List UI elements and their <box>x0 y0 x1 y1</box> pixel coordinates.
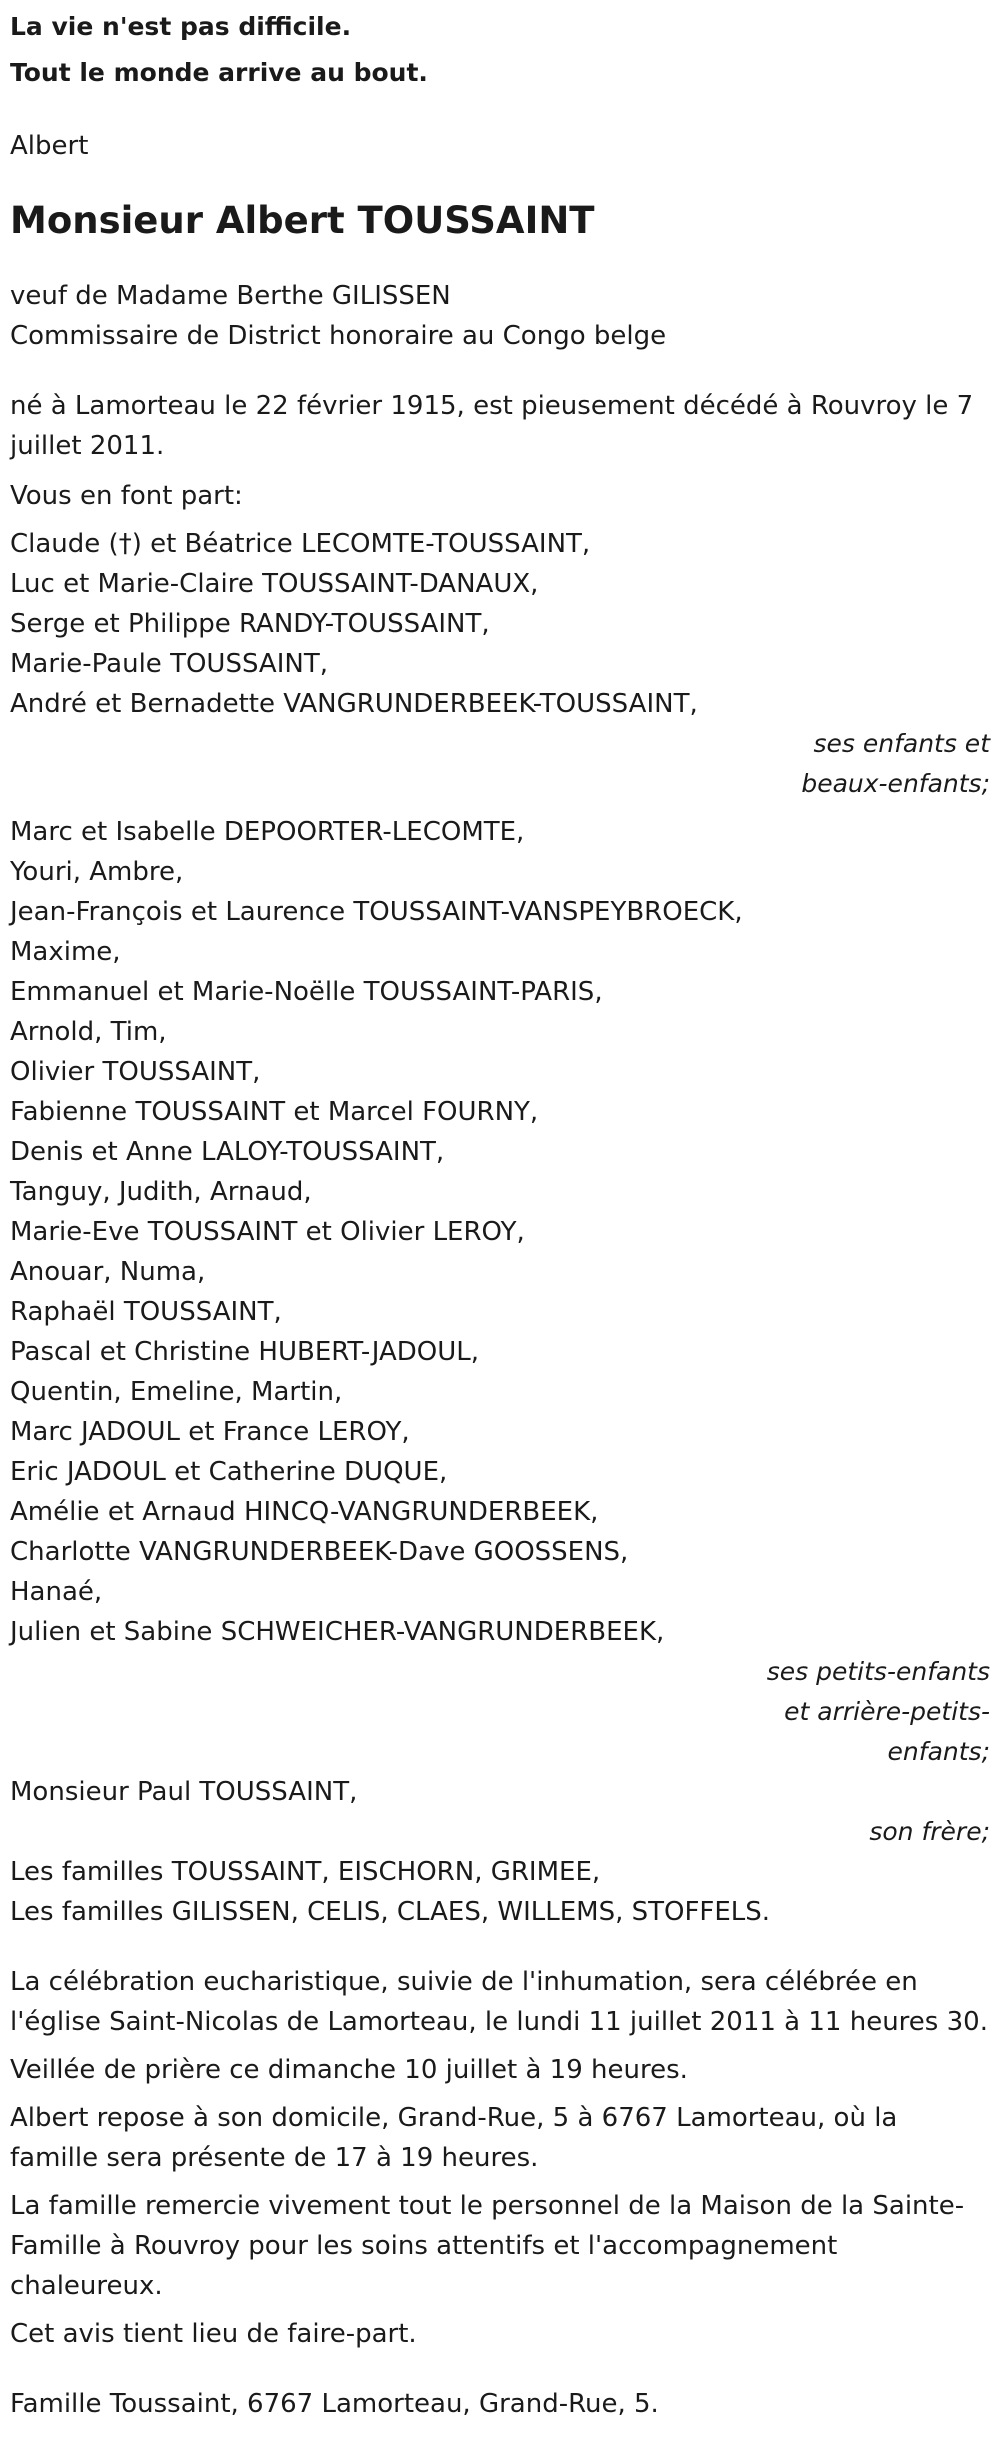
list-item: Marie-Eve TOUSSAINT et Olivier LEROY, <box>10 1217 525 1247</box>
list-item: Emmanuel et Marie-Noëlle TOUSSAINT-PARIS, <box>10 977 603 1007</box>
grandchildren-role <box>10 1652 990 1772</box>
thanks-line: chaleureux. <box>10 2271 163 2301</box>
list-item: Raphaël TOUSSAINT, <box>10 1297 282 1327</box>
brother-line: Monsieur Paul TOUSSAINT, <box>10 1777 358 1807</box>
list-item: Olivier TOUSSAINT, <box>10 1057 261 1087</box>
rest-line: famille sera présente de 17 à 19 heures. <box>10 2143 539 2173</box>
list-item: Hanaé, <box>10 1577 103 1607</box>
list-item: Marie-Paule TOUSSAINT, <box>10 649 328 679</box>
list-item: Pascal et Christine HUBERT-JADOUL, <box>10 1337 480 1367</box>
list-item: Claude (†) et Béatrice LECOMTE-TOUSSAINT, <box>10 529 591 559</box>
role-line: enfants; <box>887 1737 990 1766</box>
list-item: Quentin, Emeline, Martin, <box>10 1377 343 1407</box>
children-role <box>10 724 990 804</box>
opening-quote <box>10 4 990 96</box>
list-item: Serge et Philippe RANDY-TOUSSAINT, <box>10 609 490 639</box>
grandchildren-list <box>10 812 990 1652</box>
role-line: et arrière-petits- <box>784 1697 990 1726</box>
thanks-line: Famille à Rouvroy pour les soins attentifs et l'accompagnement <box>10 2231 838 2261</box>
deceased-first-name: Albert <box>10 131 89 161</box>
widower-line: veuf de Madame Berthe GILISSEN <box>10 281 451 311</box>
thanks-line: La famille remercie vivement tout le personnel de la Maison de la Sainte- <box>10 2191 965 2221</box>
list-item: Youri, Ambre, <box>10 857 184 887</box>
list-item: Fabienne TOUSSAINT et Marcel FOURNY, <box>10 1097 539 1127</box>
extended-families <box>10 1852 990 1932</box>
vigil-line: Veillée de prière ce dimanche 10 juillet à 19 heures. <box>10 2055 688 2085</box>
deceased-full-name: Monsieur Albert TOUSSAINT <box>10 199 595 242</box>
list-item: Marc et Isabelle DEPOORTER-LECOMTE, <box>10 817 525 847</box>
profession-line: Commissaire de District honoraire au Congo belge <box>10 321 667 351</box>
list-item: Eric JADOUL et Catherine DUQUE, <box>10 1457 448 1487</box>
family-address: Famille Toussaint, 6767 Lamorteau, Grand-Rue, 5. <box>10 2389 659 2419</box>
list-item: Julien et Sabine SCHWEICHER-VANGRUNDERBEEK, <box>10 1617 665 1647</box>
thanks-info <box>10 2186 990 2306</box>
list-item: Charlotte VANGRUNDERBEEK-Dave GOOSSENS, <box>10 1537 629 1567</box>
families-line: Les familles TOUSSAINT, EISCHORN, GRIMEE, <box>10 1857 601 1887</box>
list-item: Amélie et Arnaud HINCQ-VANGRUNDERBEEK, <box>10 1497 599 1527</box>
brother-role: son frère; <box>869 1817 990 1846</box>
role-line: beaux-enfants; <box>801 769 990 798</box>
list-item: Jean-François et Laurence TOUSSAINT-VANSPEYBROECK, <box>10 897 743 927</box>
list-item: Maxime, <box>10 937 121 967</box>
list-item: Tanguy, Judith, Arnaud, <box>10 1177 312 1207</box>
birth-death-line: juillet 2011. <box>10 431 165 461</box>
quote-line: La vie n'est pas difficile. <box>10 12 352 41</box>
birth-death-line: né à Lamorteau le 22 février 1915, est pieusement décédé à Rouvroy le 7 <box>10 391 974 421</box>
rest-line: Albert repose à son domicile, Grand-Rue, 5 à 6767 Lamorteau, où la <box>10 2103 898 2133</box>
list-item: Arnold, Tim, <box>10 1017 167 1047</box>
children-list <box>10 524 990 724</box>
deceased-details <box>10 276 990 356</box>
list-item: André et Bernadette VANGRUNDERBEEK-TOUSSAINT, <box>10 689 698 719</box>
announcers-intro: Vous en font part: <box>10 481 243 511</box>
list-item: Luc et Marie-Claire TOUSSAINT-DANAUX, <box>10 569 539 599</box>
rest-info <box>10 2098 990 2178</box>
birth-death-info <box>10 386 990 466</box>
role-line: ses petits-enfants <box>766 1657 990 1686</box>
notice-line: Cet avis tient lieu de faire-part. <box>10 2319 417 2349</box>
obituary-page <box>0 4 1000 2447</box>
celebration-info <box>10 1962 990 2042</box>
list-item: Anouar, Numa, <box>10 1257 206 1287</box>
list-item: Denis et Anne LALOY-TOUSSAINT, <box>10 1137 445 1167</box>
families-line: Les familles GILISSEN, CELIS, CLAES, WILLEMS, STOFFELS. <box>10 1897 771 1927</box>
list-item: Marc JADOUL et France LEROY, <box>10 1417 410 1447</box>
celebration-line: l'église Saint-Nicolas de Lamorteau, le lundi 11 juillet 2011 à 11 heures 30. <box>10 2007 988 2037</box>
celebration-line: La célébration eucharistique, suivie de l'inhumation, sera célébrée en <box>10 1967 918 1997</box>
role-line: ses enfants et <box>813 729 990 758</box>
quote-line: Tout le monde arrive au bout. <box>10 58 428 87</box>
